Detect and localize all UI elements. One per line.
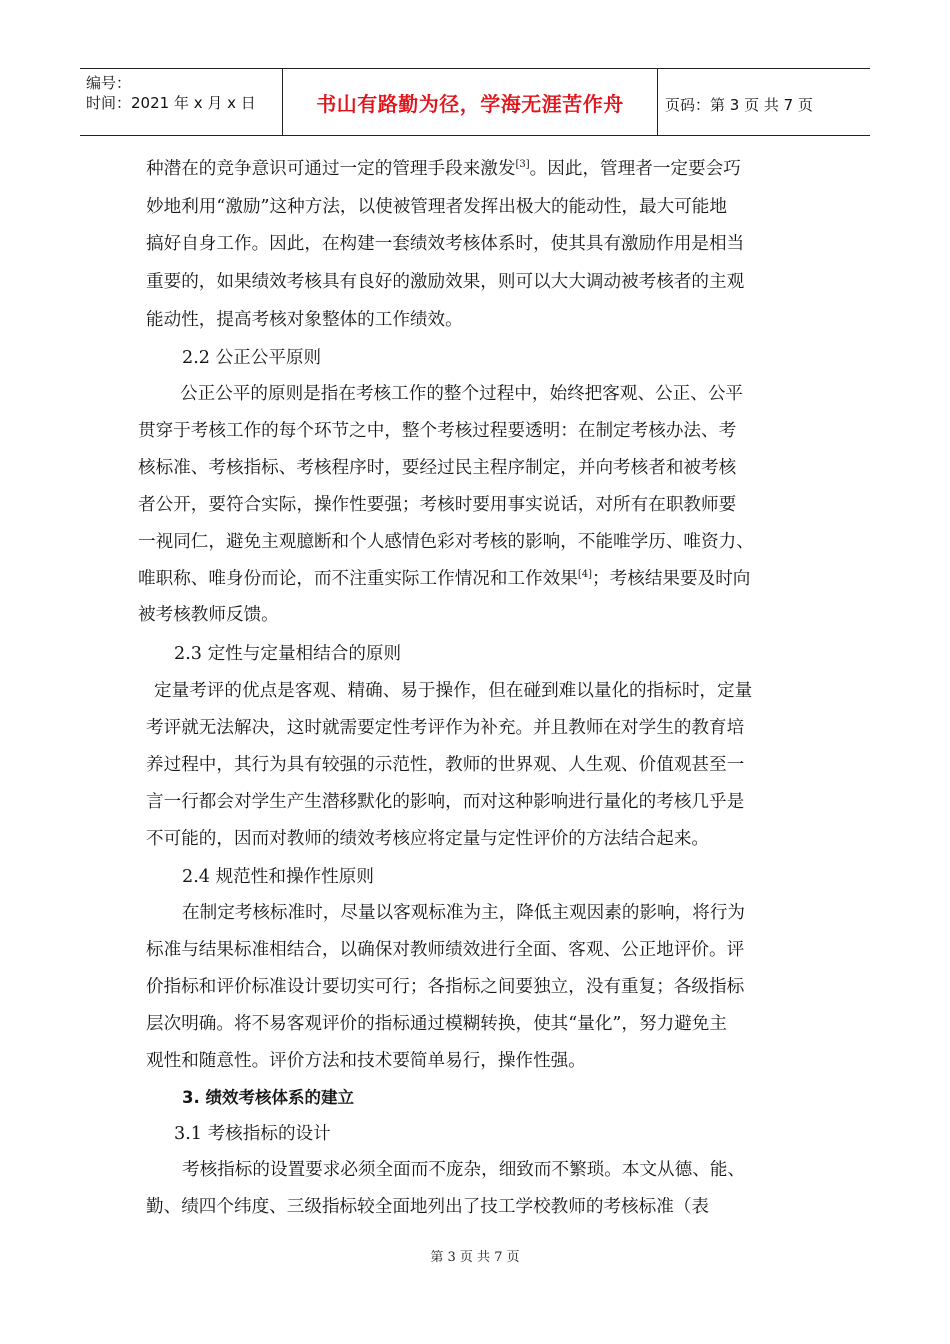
paragraph-line: 观性和随意性。评价方法和技术要简单易行，操作性强。 bbox=[146, 1051, 586, 1071]
paragraph-line: 层次明确。将不易客观评价的指标通过模糊转换，使其“量化”，努力避免主 bbox=[146, 1014, 727, 1034]
paragraph-line: 言一行都会对学生产生潜移默化的影响，而对这种影响进行量化的考核几乎是 bbox=[146, 792, 745, 812]
citation-ref: [4] bbox=[577, 569, 593, 580]
text-span: 种潜在的竞争意识可通过一定的管理手段来激发 bbox=[146, 159, 516, 179]
header-bottom-rule bbox=[80, 135, 870, 136]
section-heading-3-1: 3.1 考核指标的设计 bbox=[174, 1124, 331, 1144]
text-span: ；考核结果要及时向 bbox=[592, 569, 751, 589]
paragraph-line: 被考核教师反馈。 bbox=[138, 605, 279, 625]
section-heading-2-2: 2.2 公正公平原则 bbox=[182, 348, 322, 368]
document-number-label: 编号： bbox=[86, 74, 132, 92]
paragraph-line: 养过程中，其行为具有较强的示范性，教师的世界观、人生观、价值观甚至一 bbox=[146, 755, 745, 775]
header-slogan: 书山有路勤为径，学海无涯苦作舟 bbox=[316, 92, 624, 116]
paragraph-line bbox=[146, 158, 741, 180]
section-heading-2-4: 2.4 规范性和操作性原则 bbox=[182, 867, 374, 887]
header-top-rule bbox=[80, 68, 870, 69]
paragraph-line: 能动性，提高考核对象整体的工作绩效。 bbox=[146, 310, 463, 330]
header-divider-right bbox=[657, 68, 658, 135]
header-page-code: 页码：第 3 页 共 7 页 bbox=[665, 96, 813, 114]
paragraph-line: 妙地利用“激励”这种方法，以使被管理者发挥出极大的能动性，最大可能地 bbox=[146, 197, 727, 217]
paragraph-line: 在制定考核标准时，尽量以客观标准为主，降低主观因素的影响，将行为 bbox=[182, 903, 746, 923]
text-span: 唯职称、唯身份而论，而不注重实际工作情况和工作效果 bbox=[138, 569, 578, 589]
paragraph-line bbox=[138, 568, 750, 590]
citation-ref: [3] bbox=[515, 159, 530, 170]
paragraph-line: 贯穿于考核工作的每个环节之中，整个考核过程要透明：在制定考核办法、考 bbox=[138, 421, 737, 441]
paragraph-line: 公正公平的原则是指在考核工作的整个过程中，始终把客观、公正、公平 bbox=[180, 384, 744, 404]
paragraph-line: 考评就无法解决，这时就需要定性考评作为补充。并且教师在对学生的教育培 bbox=[146, 718, 745, 738]
page-footer: 第 3 页 共 7 页 bbox=[430, 1250, 520, 1265]
paragraph-line: 不可能的，因而对教师的绩效考核应将定量与定性评价的方法结合起来。 bbox=[146, 829, 710, 849]
paragraph-line: 重要的，如果绩效考核具有良好的激励效果，则可以大大调动被考核者的主观 bbox=[146, 272, 745, 292]
paragraph-line: 者公开，要符合实际，操作性要强；考核时要用事实说话，对所有在职教师要 bbox=[138, 495, 737, 515]
paragraph-line: 定量考评的优点是客观、精确、易于操作，但在碰到难以量化的指标时，定量 bbox=[154, 681, 753, 701]
paragraph-line: 勤、绩四个纬度、三级指标较全面地列出了技工学校教师的考核标准（表 bbox=[146, 1197, 710, 1217]
paragraph-line: 核标准、考核指标、考核程序时，要经过民主程序制定，并向考核者和被考核 bbox=[138, 458, 737, 478]
paragraph-line: 标准与结果标准相结合，以确保对教师绩效进行全面、客观、公正地评价。评 bbox=[146, 940, 745, 960]
document-date: 时间：2021 年 x 月 x 日 bbox=[86, 94, 256, 112]
paragraph-line: 价指标和评价标准设计要切实可行；各指标之间要独立，没有重复；各级指标 bbox=[146, 977, 745, 997]
paragraph-line: 一视同仁，避免主观臆断和个人感情色彩对考核的影响，不能唯学历、唯资力、 bbox=[138, 532, 754, 552]
paragraph-line: 考核指标的设置要求必须全面而不庞杂，细致而不繁琐。本文从德、能、 bbox=[182, 1160, 746, 1180]
section-heading-3: 3. 绩效考核体系的建立 bbox=[182, 1088, 354, 1107]
paragraph-line: 搞好自身工作。因此，在构建一套绩效考核体系时，使其具有激励作用是相当 bbox=[146, 234, 745, 254]
section-heading-2-3: 2.3 定性与定量相结合的原则 bbox=[174, 644, 402, 664]
text-span: 。因此，管理者一定要会巧 bbox=[529, 159, 741, 179]
